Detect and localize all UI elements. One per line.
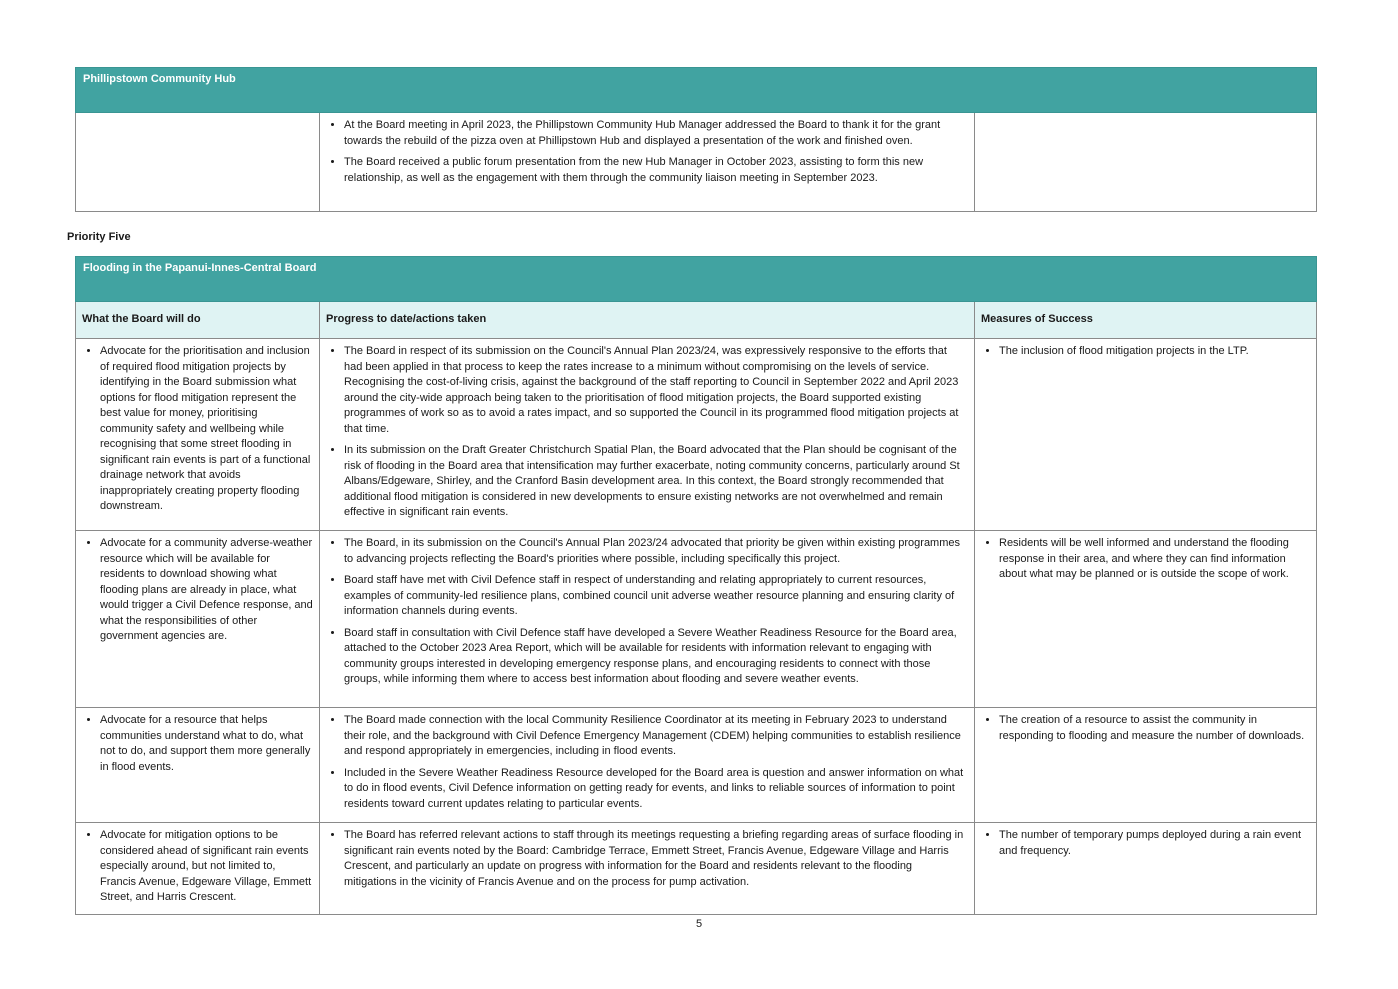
bullet-list [975,823,1316,863]
measure-cell [975,823,1317,915]
measure-cell [975,339,1317,531]
progress-cell [320,339,975,531]
measure-cell [975,708,1317,823]
hub-table-title: Phillipstown Community Hub [76,68,1317,113]
list-item: • The number of temporary pumps deployed during a rain event and frequency. [999,828,1308,859]
hub-col2-cell [320,113,975,212]
action-cell [76,531,320,708]
table-row [76,113,1317,212]
flood-table-title-row [76,257,1317,302]
action-cell [76,823,320,915]
progress-cell [320,531,975,708]
list-item: • The creation of a resource to assist the community in responding to flooding and measure the number of downloads. [999,713,1308,744]
action-cell [76,708,320,823]
bullet-list [975,531,1316,587]
bullet-list [76,339,319,519]
table-row [76,708,1317,823]
list-item: • Advocate for mitigation options to be considered ahead of significant rain events especially around, but not limited to, Francis Avenue, Edgeware Village, Emmett Street, and Harris Crescent. [100,828,313,906]
list-item: • The Board received a public forum presentation from the new Hub Manager in October 2023, assisting to form this new relationship, as well as the engagement with them through the community liaison meeting in September 2023. [344,155,966,186]
list-item: • Advocate for a community adverse-weather resource which will be available for residents to download showing what flooding plans are already in place, what would trigger a Civil Defence response, and what the responsibilities of other government agencies are. [100,536,313,645]
list-item: • The Board made connection with the local Community Resilience Coordinator at its meeting in February 2023 to understand their role, and the background with Civil Defence Emergency Management (CDEM) helping communities to establish resilience and respond appropriately in emergencies, including in flood events. [344,713,966,760]
bullet-list [320,339,974,525]
page-number: 5 [695,918,703,930]
list-item: • The Board, in its submission on the Council's Annual Plan 2023/24 advocated that priority be given within existing programmes to advancing projects reflecting the Board's priorities where possible, including specifically this project. [344,536,966,567]
column-header: What the Board will do [76,302,320,339]
list-item: • Board staff in consultation with Civil Defence staff have developed a Severe Weather Readiness Resource for the Board area, attached to the October 2023 Area Report, which will be available for residents with information relevant to engaging with community groups interested in developing emergency response plans, and encouraging residents to connect with those groups, while informing them where to access best information about flooding and severe weather events. [344,626,966,688]
hub-table [75,67,1317,212]
table-row [76,531,1317,708]
list-item: • The Board has referred relevant actions to staff through its meetings requesting a briefing regarding areas of surface flooding in significant rain events noted by the Board: Cambridge Terrace, Emmett Street, Francis Avenue, Edgeware Village and Harris Crescent, and particularly an update on progress with information for the Board and residents relevant to the flooding mitigations in the vicinity of Francis Avenue and on the process for pump activation. [344,828,966,890]
list-item: • Residents will be well informed and understand the flooding response in their area, and where they can find information about what may be planned or is outside the scope of work. [999,536,1308,583]
bullet-list [320,823,974,894]
list-item: • The inclusion of flood mitigation projects in the LTP. [999,344,1308,360]
bullet-list [320,113,974,190]
list-item: • Advocate for the prioritisation and inclusion of required flood mitigation projects by identifying in the Board submission what options for flood mitigation represent the best value for money, prioritising community safety and wellbeing while recognising that some street flooding in significant rain events is part of a functional drainage network that avoids inappropriately creating property flooding downstream. [100,344,313,515]
hub-table-title-row [76,68,1317,113]
measure-cell [975,531,1317,708]
list-item: • The Board in respect of its submission on the Council's Annual Plan 2023/24, was expressively responsive to the efforts that had been applied in that process to keep the rates increase to a minimum without compromising on the levels of service. Recognising the cost-of-living crisis, against the background of the staff reporting to Council in September 2022 and April 2023 around the city-wide approach being taken to the prioritisation of flood mitigation projects, the Board supported existing programmes of work so as to avoid a rates impact, and so supported the Council in its programmed flood mitigation projects at that time. [344,344,966,437]
bullet-list [975,339,1316,364]
list-item: • Included in the Severe Weather Readiness Resource developed for the Board area is question and answer information on what to do in flood events, Civil Defence information on getting ready for events, and links to reliable sources of information to point residents toward current updates relating to particular events. [344,766,966,813]
list-item: • Advocate for a resource that helps communities understand what to do, what not to do, and support them more generally in flood events. [100,713,313,775]
list-item: • At the Board meeting in April 2023, the Phillipstown Community Hub Manager addressed the Board to thank it for the grant towards the rebuild of the pizza oven at Phillipstown Hub and displayed a presentation of the work and finished oven. [344,118,966,149]
bullet-list [320,531,974,692]
list-item: • Board staff have met with Civil Defence staff in respect of understanding and relating appropriately to current resources, examples of community-led resilience plans, combined council unit adverse weather resource planning and ensuring clarity of information channels during events. [344,573,966,620]
flood-table [75,256,1317,915]
bullet-list [320,708,974,816]
priority-heading: Priority Five [67,231,131,243]
column-header: Measures of Success [975,302,1317,339]
column-header: Progress to date/actions taken [320,302,975,339]
bullet-list [76,823,319,910]
flood-table-header-row [76,302,1317,339]
progress-cell [320,823,975,915]
bullet-list [76,708,319,779]
hub-col1-cell [76,113,320,212]
flood-table-title: Flooding in the Papanui-Innes-Central Board [76,257,1317,302]
bullet-list [76,531,319,649]
table-row [76,339,1317,531]
table-row [76,823,1317,915]
progress-cell [320,708,975,823]
list-item: • In its submission on the Draft Greater Christchurch Spatial Plan, the Board advocated that the Plan should be cognisant of the risk of flooding in the Board area that intensification may further exacerbate, noting community concerns, particularly around St Albans/Edgeware, Shirley, and the Cranford Basin development area. In this context, the Board strongly recommended that additional flood mitigation is considered in new developments to ensure existing networks are not overwhelmed and remain effective in significant rain events. [344,443,966,521]
action-cell [76,339,320,531]
bullet-list [975,708,1316,748]
hub-col3-cell [975,113,1317,212]
